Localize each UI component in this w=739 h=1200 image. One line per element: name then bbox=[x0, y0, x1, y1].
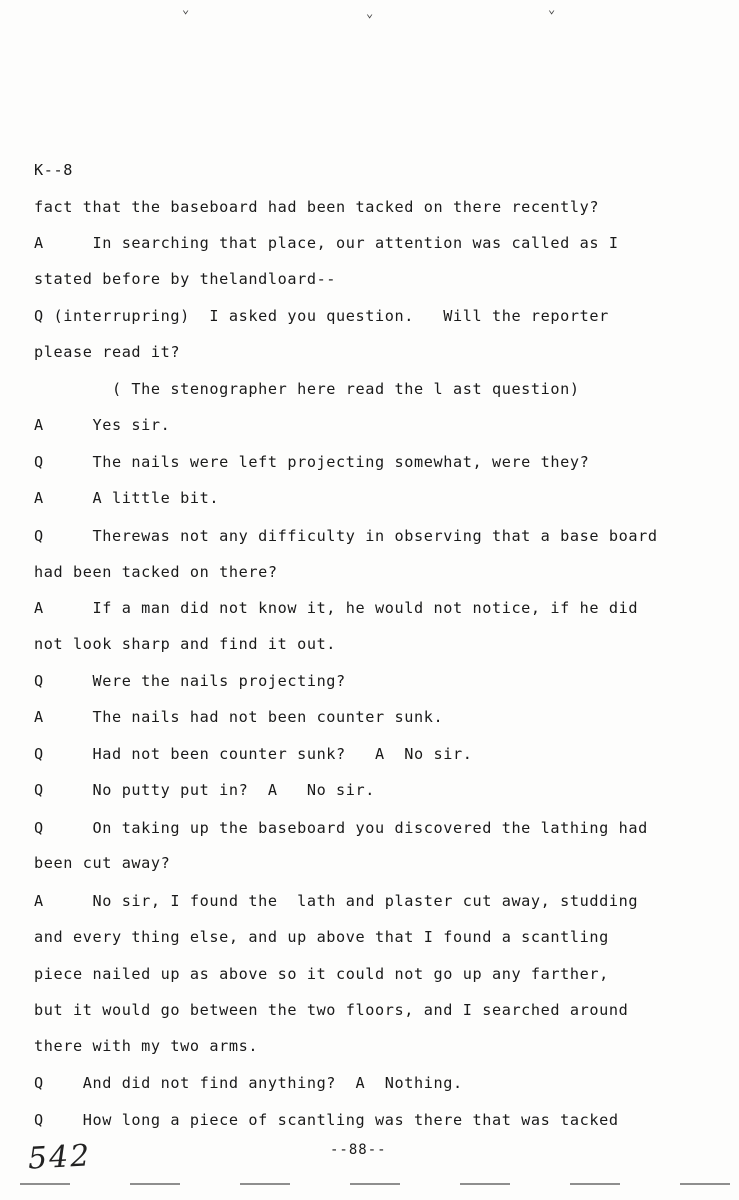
section-marker: K--8 bbox=[34, 161, 73, 179]
transcript-line: Q And did not find anything? A Nothing. bbox=[34, 1074, 463, 1092]
transcript-line: A In searching that place, our attention was called as I bbox=[34, 234, 619, 252]
transcript-line: and every thing else, and up above that I found a scantling bbox=[34, 928, 609, 946]
transcript-line: Q How long a piece of scantling was there that was tacked bbox=[34, 1111, 619, 1129]
punch-mark: ⌄ bbox=[366, 6, 374, 20]
transcript-line: please read it? bbox=[34, 343, 181, 361]
transcript-line: A If a man did not know it, he would not notice, if he did bbox=[34, 599, 639, 617]
transcript-line: A Yes sir. bbox=[34, 416, 171, 434]
handwritten-page-note: 542 bbox=[27, 1138, 93, 1177]
transcript-line: not look sharp and find it out. bbox=[34, 635, 337, 653]
page-number: --88-- bbox=[330, 1142, 387, 1158]
transcript-line: ( The stenographer here read the l ast question) bbox=[34, 380, 580, 398]
transcript-line: Q No putty put in? A No sir. bbox=[34, 781, 376, 799]
transcript-line: stated before by thelandloard-- bbox=[34, 270, 337, 288]
transcript-line: been cut away? bbox=[34, 854, 171, 872]
transcript-line: Q Were the nails projecting? bbox=[34, 672, 346, 690]
transcript-line: Q The nails were left projecting somewhat, were they? bbox=[34, 453, 590, 471]
transcript-line: but it would go between the two floors, and I searched around bbox=[34, 1001, 629, 1019]
transcript-line: A No sir, I found the lath and plaster cut away, studding bbox=[34, 892, 639, 910]
transcript-line: piece nailed up as above so it could not go up any farther, bbox=[34, 965, 609, 983]
transcript-line: had been tacked on there? bbox=[34, 563, 278, 581]
punch-mark: ⌄ bbox=[548, 2, 556, 16]
transcript-line: fact that the baseboard had been tacked on there recently? bbox=[34, 198, 600, 216]
transcript-line: Q Therewas not any difficulty in observing that a base board bbox=[34, 527, 658, 545]
transcript-line: A The nails had not been counter sunk. bbox=[34, 708, 444, 726]
bottom-rule bbox=[20, 1183, 730, 1185]
transcript-line: there with my two arms. bbox=[34, 1037, 259, 1055]
transcript-line: Q (interrupring) I asked you question. Will the reporter bbox=[34, 307, 609, 325]
transcript-line: Q Had not been counter sunk? A No sir. bbox=[34, 745, 473, 763]
transcript-line: A A little bit. bbox=[34, 489, 220, 507]
punch-mark: ⌄ bbox=[182, 2, 190, 16]
transcript-line: Q On taking up the baseboard you discovered the lathing had bbox=[34, 819, 648, 837]
